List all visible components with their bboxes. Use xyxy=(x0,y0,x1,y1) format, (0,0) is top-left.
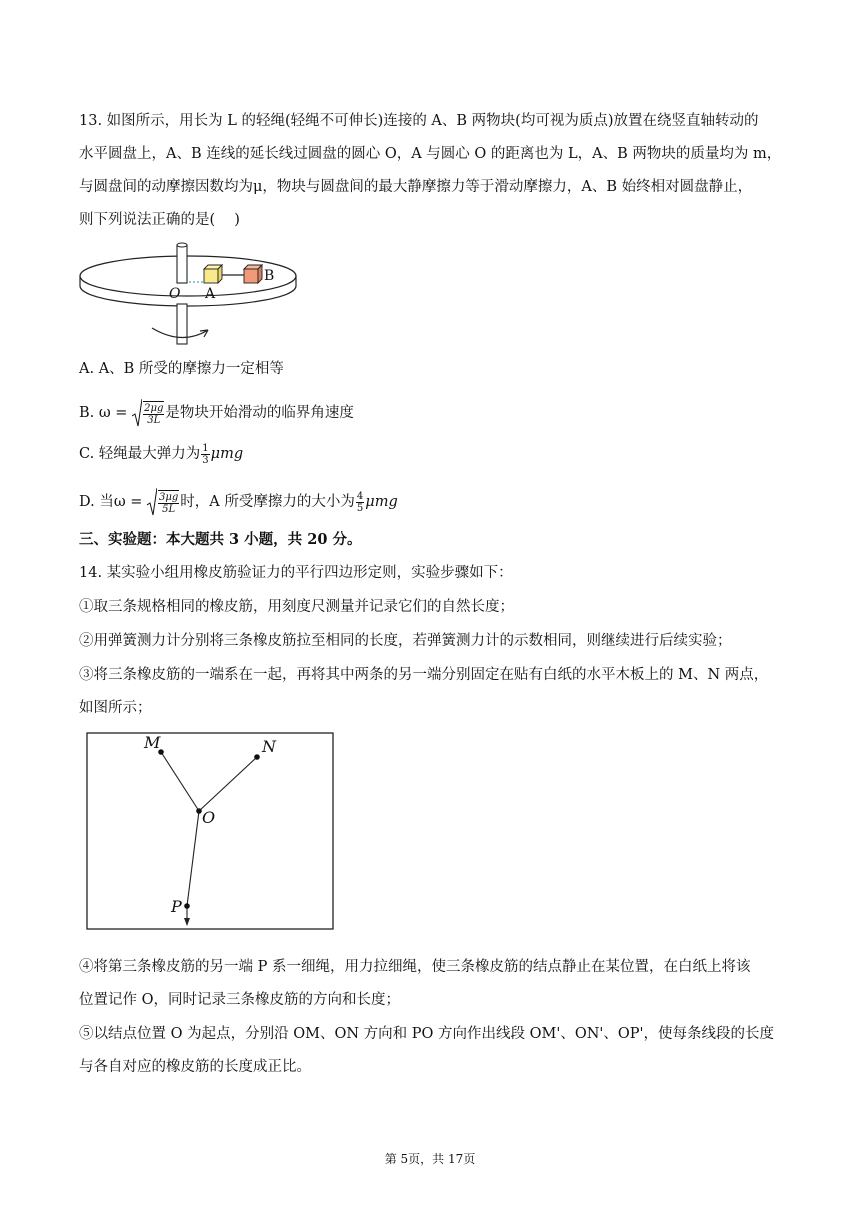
q14-step-1: ①取三条规格相同的橡皮筋，用刻度尺测量并记录它们的自然长度； xyxy=(79,599,514,615)
board-label-m: M xyxy=(144,733,161,752)
option-a: A. A、B 所受的摩擦力一定相等 xyxy=(79,361,284,377)
board-label-p: P xyxy=(171,897,182,916)
section-heading: 三、实验题：本大题共 3 小题，共 20 分。 xyxy=(79,531,362,548)
rubber-band-board-figure xyxy=(86,732,336,932)
q13-line-2: 水平圆盘上，A、B 连线的延长线过圆盘的圆心 O，A 与圆心 O 的距离也为 L，A、B 两物块的质量均为 m， xyxy=(79,146,782,162)
disk-label-a: A xyxy=(205,286,216,302)
q14-step-4b: 位置记作 O，同时记录三条橡皮筋的方向和长度； xyxy=(79,992,400,1008)
page-footer: 第 5页，共 17页 xyxy=(384,1152,476,1166)
q13-line-1: 13. 如图所示，用长为 L 的轻绳(轻绳不可伸长)连接的 A、B 两物块(均可视为质点)放置在绕竖直轴转动的 xyxy=(79,113,759,129)
q14-step-5a: ⑤以结点位置 O 为起点，分别沿 OM、ON 方向和 PO 方向作出线段 OM'、ON'、OP'，使每条线段的长度 xyxy=(79,1026,775,1042)
q14-step-3b: 如图所示； xyxy=(79,700,152,716)
board-label-n: N xyxy=(262,737,276,756)
board-label-o: O xyxy=(202,808,216,827)
disk-label-o: O xyxy=(169,286,181,302)
q13-line-3: 与圆盘间的动摩擦因数均为μ，物块与圆盘间的最大静摩擦力等于滑动摩擦力，A、B 始终相对圆盘静止， xyxy=(79,179,753,195)
q14-step-3a: ③将三条橡皮筋的一端系在一起，再将其中两条的另一端分别固定在贴有白纸的水平木板上的 M、N 两点， xyxy=(79,667,769,683)
q14-step-4a: ④将第三条橡皮筋的另一端 P 系一细绳，用力拉细绳，使三条橡皮筋的结点静止在某位置，在白纸上将该 xyxy=(79,959,751,975)
rotating-disk-figure xyxy=(78,242,298,352)
option-c: C. 轻绳最大弹力为 $\frac{1}{3}$ μmg xyxy=(79,442,244,466)
q14-step-2: ②用弹簧测力计分别将三条橡皮筋拉至相同的长度，若弹簧测力计的示数相同，则继续进行后续实验； xyxy=(79,633,732,649)
q14-step-5b: 与各自对应的橡皮筋的长度成正比。 xyxy=(79,1059,311,1075)
q14-intro: 14. 某实验小组用橡皮筋验证力的平行四边形定则，实验步骤如下： xyxy=(79,565,513,581)
sqrt-expression: $\frac{2\mu g}{3L}$ xyxy=(132,398,165,428)
option-d: D. 当ω = $\frac{3\mu g}{5L}$ 时，A 所受摩擦力的大小为 $\frac{4}{5}$ μmg xyxy=(79,487,398,517)
option-b: B. ω = $\frac{2\mu g}{3L}$ 是物块开始滑动的临界角速度 xyxy=(79,398,354,428)
disk-label-b: B xyxy=(264,268,275,284)
q13-line-4: 则下列说法正确的是( ) xyxy=(79,212,240,228)
sqrt-expression: $\frac{3\mu g}{5L}$ xyxy=(147,487,180,517)
